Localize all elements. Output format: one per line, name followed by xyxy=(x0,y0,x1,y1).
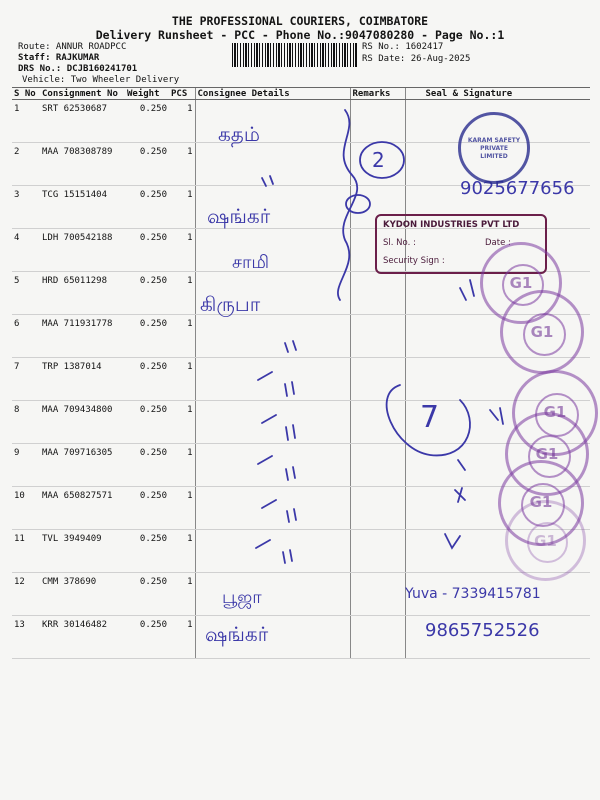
cell-sno: 4 xyxy=(12,229,40,272)
cell-consignment: KRR 30146482 xyxy=(40,616,125,659)
phone-handwriting: Yuva - 7339415781 xyxy=(405,586,541,602)
col-sno: S No xyxy=(12,88,40,100)
ditto-mark xyxy=(287,509,296,522)
cell-consignment: CMM 378690 xyxy=(40,573,125,616)
rs-date: RS Date: 26-Aug-2025 xyxy=(362,54,471,64)
cell-sno: 5 xyxy=(12,272,40,315)
col-remarks: Remarks xyxy=(350,88,405,100)
cell-weight: 0.250 xyxy=(125,143,169,186)
cell-sno: 10 xyxy=(12,487,40,530)
cell-weight: 0.250 xyxy=(125,616,169,659)
company-title: THE PROFESSIONAL COURIERS, COIMBATORE xyxy=(171,14,429,28)
cell-sno: 7 xyxy=(12,358,40,401)
cell-pcs: 1 xyxy=(169,229,195,272)
col-consignee: Consignee Details xyxy=(195,88,350,100)
kydon-security-sign: Security Sign : xyxy=(383,256,445,266)
route: Route: ANNUR ROADPCC xyxy=(18,42,127,52)
dash-mark xyxy=(262,415,276,423)
cell-sno: 11 xyxy=(12,530,40,573)
cell-pcs: 1 xyxy=(169,186,195,229)
cell-pcs: 1 xyxy=(169,616,195,659)
g1-seal: G1 xyxy=(505,500,586,581)
col-weight: Weight xyxy=(125,88,169,100)
cell-weight: 0.250 xyxy=(125,186,169,229)
cell-sno: 2 xyxy=(12,143,40,186)
cell-consignment: MAA 709434800 xyxy=(40,401,125,444)
tick-mark xyxy=(458,460,465,470)
cell-consignment: MAA 708308789 xyxy=(40,143,125,186)
cell-sno: 3 xyxy=(12,186,40,229)
consignee-handwriting: கிருபா xyxy=(200,292,261,316)
cell-pcs: 1 xyxy=(169,143,195,186)
kydon-title: KYDON INDUSTRIES PVT LTD xyxy=(383,220,520,230)
cell-weight: 0.250 xyxy=(125,401,169,444)
cell-pcs: 1 xyxy=(169,272,195,315)
cell-consignment: TRP 1387014 xyxy=(40,358,125,401)
cell-weight: 0.250 xyxy=(125,315,169,358)
cell-consignment: TVL 3949409 xyxy=(40,530,125,573)
consignee-handwriting: பூஜா xyxy=(222,587,262,608)
tick-mark xyxy=(460,280,474,300)
cell-consignment: HRD 65011298 xyxy=(40,272,125,315)
cell-pcs: 1 xyxy=(169,315,195,358)
col-seal: Seal & Signature xyxy=(405,88,590,100)
tick-mark xyxy=(445,534,460,548)
drs-number: DRS No.: DCJB160241701 xyxy=(18,64,138,74)
cell-sno: 6 xyxy=(12,315,40,358)
cell-consignment: MAA 709716305 xyxy=(40,444,125,487)
circled-number: 2 xyxy=(372,148,385,172)
cell-pcs: 1 xyxy=(169,401,195,444)
cell-consignment: SRT 62530687 xyxy=(40,100,125,143)
cell-consignment: LDH 700542188 xyxy=(40,229,125,272)
cross-mark xyxy=(455,488,465,502)
cell-weight: 0.250 xyxy=(125,358,169,401)
cell-weight: 0.250 xyxy=(125,573,169,616)
g1-seal: G1 xyxy=(512,370,598,456)
cell-pcs: 1 xyxy=(169,358,195,401)
ditto-mark xyxy=(285,341,296,352)
cell-pcs: 1 xyxy=(169,487,195,530)
staff: Staff: RAJKUMAR xyxy=(18,53,100,63)
phone-handwriting: 9025677656 xyxy=(460,178,575,199)
cell-sno: 12 xyxy=(12,573,40,616)
cell-consignment: MAA 650827571 xyxy=(40,487,125,530)
tick-mark xyxy=(490,408,503,424)
ditto-mark xyxy=(285,382,294,396)
rs-number: RS No.: 1602417 xyxy=(362,42,444,52)
dash-mark xyxy=(258,372,272,380)
cell-sno: 1 xyxy=(12,100,40,143)
runsheet-subtitle: Delivery Runsheet - PCC - Phone No.:9047080280 - Page No.:1 xyxy=(95,28,505,42)
cell-weight: 0.250 xyxy=(125,229,169,272)
cell-pcs: 1 xyxy=(169,100,195,143)
col-pcs: PCS xyxy=(169,88,195,100)
ditto-mark xyxy=(262,176,273,186)
cell-pcs: 1 xyxy=(169,573,195,616)
g1-seal: G1 xyxy=(498,460,584,546)
consignee-handwriting: கதம் xyxy=(218,122,260,146)
cell-pcs: 1 xyxy=(169,444,195,487)
cell-weight: 0.250 xyxy=(125,272,169,315)
circle-mark xyxy=(346,195,370,213)
cell-sno: 8 xyxy=(12,401,40,444)
consignee-handwriting: சாமி xyxy=(232,252,270,273)
karam-seal-text: KARAM SAFETY PRIVATE LIMITED xyxy=(467,137,521,160)
g1-seal: G1 xyxy=(480,242,562,324)
g1-seal: G1 xyxy=(505,412,589,496)
cell-weight: 0.250 xyxy=(125,487,169,530)
cell-sno: 9 xyxy=(12,444,40,487)
kydon-sl-no: Sl. No. : xyxy=(383,238,416,248)
vehicle: Vehicle: Two Wheeler Delivery xyxy=(22,75,180,85)
cell-weight: 0.250 xyxy=(125,444,169,487)
karam-seal xyxy=(458,112,530,184)
phone-handwriting: 9865752526 xyxy=(425,620,540,641)
dash-mark xyxy=(256,540,270,548)
consignee-handwriting: ஷங்கர் xyxy=(205,622,269,646)
cell-weight: 0.250 xyxy=(125,100,169,143)
cell-consignment: TCG 15151404 xyxy=(40,186,125,229)
dash-mark xyxy=(258,456,272,464)
cell-consignment: MAA 711931778 xyxy=(40,315,125,358)
ditto-mark xyxy=(286,467,295,480)
dash-mark xyxy=(262,500,276,508)
g1-seal: G1 xyxy=(500,290,584,374)
ditto-mark xyxy=(286,425,295,440)
col-consignment: Consignment No xyxy=(40,88,125,100)
cell-weight: 0.250 xyxy=(125,530,169,573)
kydon-date: Date : xyxy=(485,238,511,248)
consignee-handwriting: ஷங்கர் xyxy=(207,204,271,228)
cell-sno: 13 xyxy=(12,616,40,659)
ditto-mark xyxy=(283,550,292,563)
cell-pcs: 1 xyxy=(169,530,195,573)
brace-stroke xyxy=(338,110,357,300)
circled-number: 7 xyxy=(420,400,440,435)
